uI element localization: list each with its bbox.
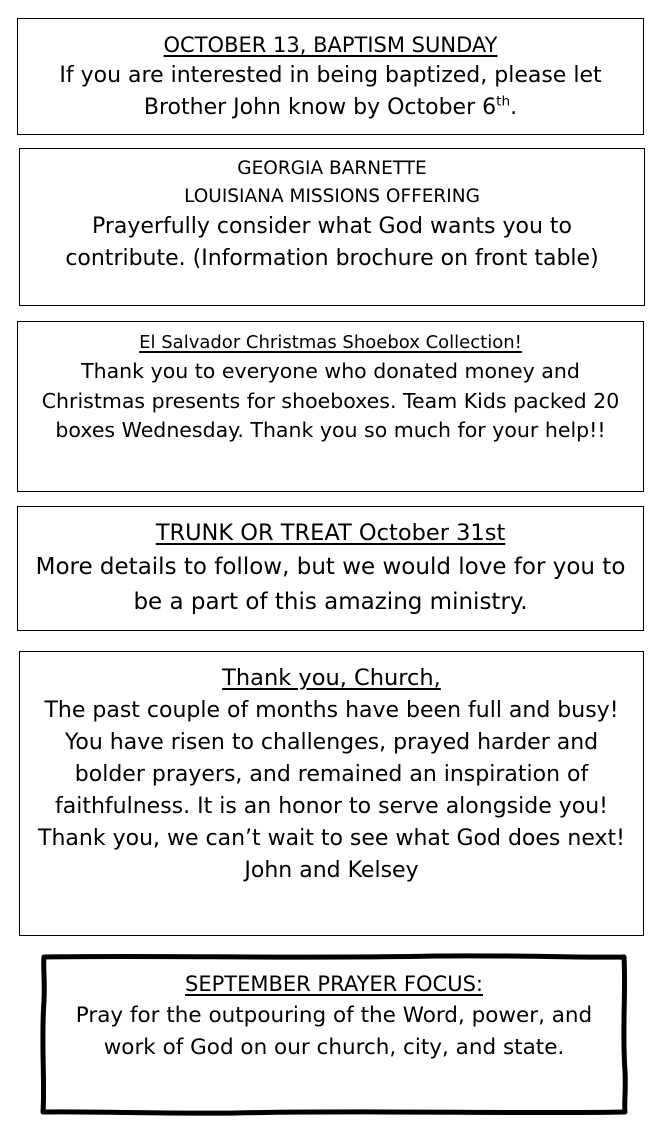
trunk-body: More details to follow, but we would love for you to be a part of this amazing ministry. — [35, 554, 626, 615]
trunk-heading: TRUNK OR TREAT October 31st — [155, 520, 506, 546]
missions-heading-line1: GEORGIA BARNETTE — [237, 158, 427, 179]
thanks-heading: Thank you, Church, — [222, 665, 441, 691]
prayer-focus-box — [42, 957, 626, 1112]
thanks-signature: John and Kelsey — [244, 858, 419, 883]
shoebox-collection-announcement — [17, 321, 644, 492]
missions-body: Prayerfully consider what God wants you to contribute. (Information brochure on front table) — [65, 214, 599, 271]
prayer-focus-heading: SEPTEMBER PRAYER FOCUS: — [185, 972, 483, 996]
baptism-body: If you are interested in being baptized, please let Brother John know by October 6th. — [59, 63, 602, 120]
missions-offering-announcement — [19, 148, 645, 306]
prayer-focus-body: Pray for the outpouring of the Word, power, and work of God on our church, city, and state. — [75, 1003, 593, 1060]
trunk-or-treat-announcement — [17, 506, 644, 631]
baptism-announcement — [17, 18, 644, 135]
shoebox-heading: El Salvador Christmas Shoebox Collection! — [139, 332, 522, 353]
thanks-body: The past couple of months have been full and busy! You have risen to challenges, prayed harder and bolder prayers, and remained an inspiration of faithfulness. It is an honor to serve alongside you! Thank you, we can’t wait to see what God does next! — [38, 698, 625, 851]
shoebox-body: Thank you to everyone who donated money and Christmas presents for shoeboxes. Team Kids packed 20 boxes Wednesday. Thank you so much for your help!! — [41, 359, 620, 442]
baptism-heading: OCTOBER 13, BAPTISM SUNDAY — [163, 33, 498, 57]
thank-you-note — [19, 651, 644, 936]
missions-heading-line2: LOUISIANA MISSIONS OFFERING — [184, 186, 480, 207]
ordinal-suffix: th — [496, 93, 511, 110]
